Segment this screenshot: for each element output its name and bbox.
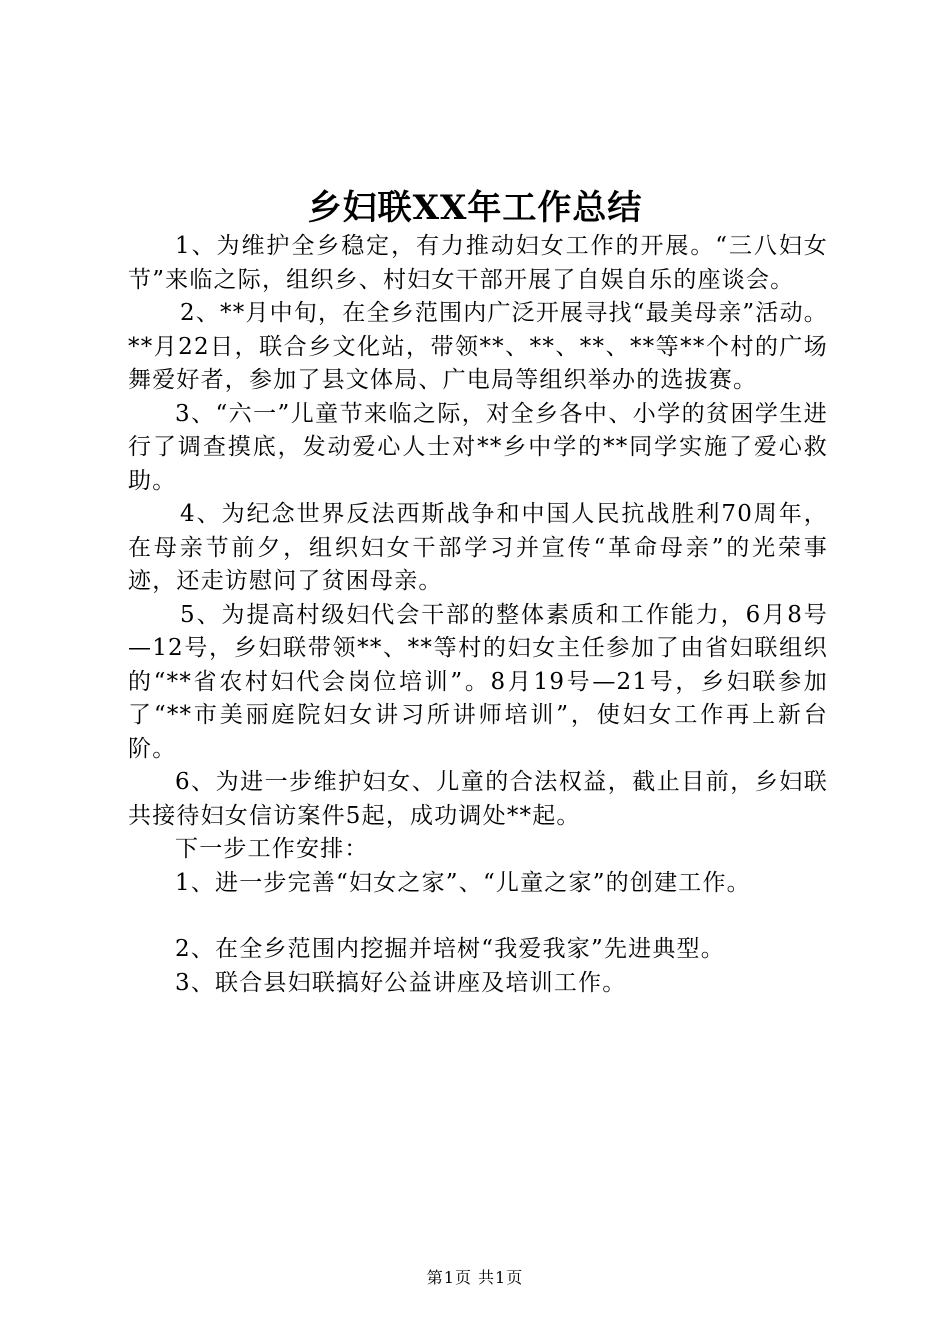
blank-line <box>128 900 828 933</box>
plan-item-3: 3、联合县妇联搞好公益讲座及培训工作。 <box>175 969 627 996</box>
paragraph-6: 6、为进一步维护妇女、儿童的合法权益，截止目前，乡妇联共接待妇女信访案件5起，成功调处**起。 <box>128 769 828 829</box>
plan-heading: 下一步工作安排： <box>175 836 369 862</box>
plan-item-1: 1、进一步完善“妇女之家”、“儿童之家”的创建工作。 <box>175 869 751 896</box>
paragraph-2: 2、**月中旬，在全乡范围内广泛开展寻找“最美母亲”活动。**月22日，联合乡文化站，带领**、**、**、**等**个村的广场舞爱好者，参加了县文体局、广电局等组织举办的选拔赛。 <box>128 300 828 393</box>
paragraph-1: 1、为维护全乡稳定，有力推动妇女工作的开展。“三八妇女节”来临之际，组织乡、村妇女干部开展了自娱自乐的座谈会。 <box>128 233 828 293</box>
plan-item-2: 2、在全乡范围内挖掘并培树“我爱我家”先进典型。 <box>175 936 725 962</box>
page-footer: 第1页 共1页 <box>426 1268 524 1287</box>
paragraph-4: 4、为纪念世界反法西斯战争和中国人民抗战胜利70周年，在母亲节前夕，组织妇女干部学习并宣传“革命母亲”的光荣事迹，还走访慰问了贫困母亲。 <box>128 501 828 594</box>
paragraph-3: 3、“六一”儿童节来临之际，对全乡各中、小学的贫困学生进行了调查摸底，发动爱心人士对**乡中学的**同学实施了爱心救助。 <box>128 400 828 494</box>
document-body <box>128 230 828 1000</box>
document-title: 乡妇联XX年工作总结 <box>307 188 643 228</box>
paragraph-5: 5、为提高村级妇代会干部的整体素质和工作能力，6月8号—12号，乡妇联带领**、**等村的妇女主任参加了由省妇联组织的“**省农村妇代会岗位培训”。8月19号—21号，乡妇联参加了“**市美丽庭院妇女讲习所讲师培训”，使妇女工作再上新台阶。 <box>128 601 828 762</box>
